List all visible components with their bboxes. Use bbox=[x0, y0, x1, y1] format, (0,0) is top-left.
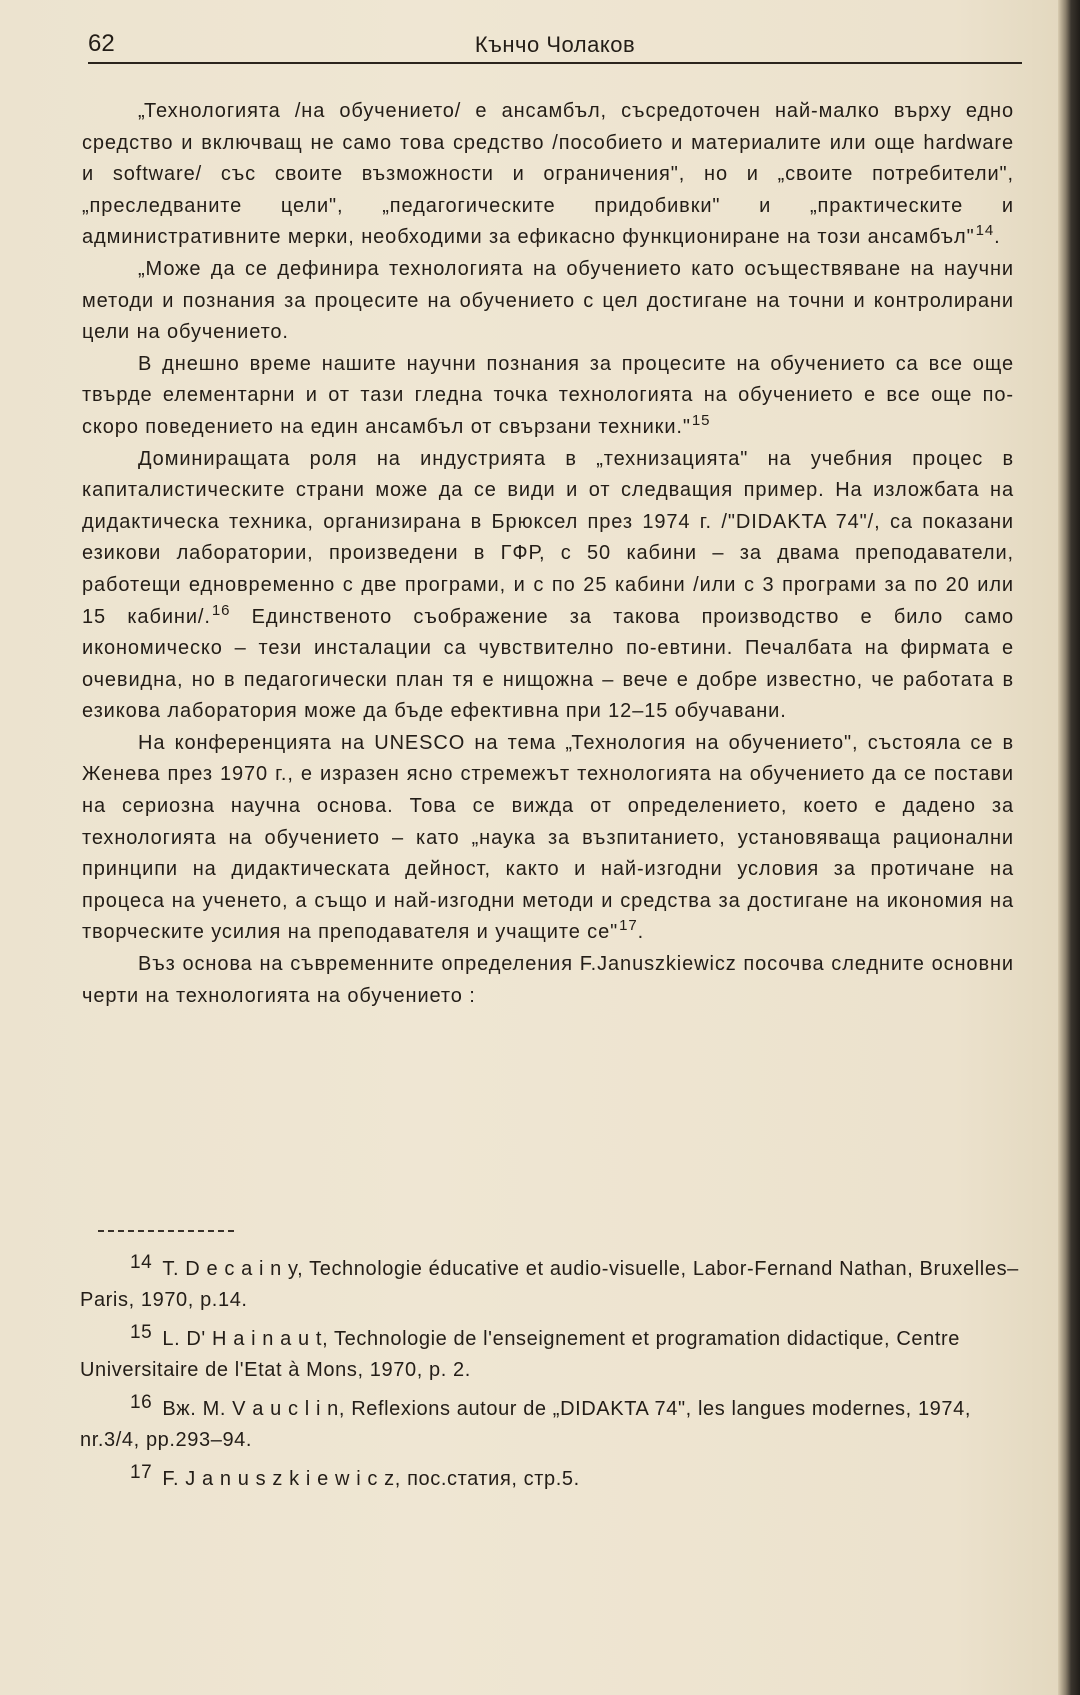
footnote-number: 15 bbox=[130, 1322, 153, 1343]
paragraph-text: „Технологията /на обучението/ е ансамбъл, съсредоточен най-малко върху едно средство и включващ не само това средство /пособието и материалите или още hardware и software/ със своите възможности и ограничения", но и „своите потребители", „преследваните цели", „педагогическите придобивки" и „практическите и административните мерки, необходими за ефикасно функциониране на този ансамбъл" bbox=[82, 100, 1014, 249]
footnote bbox=[80, 1254, 1024, 1316]
footnote-ref: 16 bbox=[211, 601, 231, 619]
paragraph: На конференцията на UNESCO на тема „Технология на обучението", състояла се в Женева през 1970 г., е изразен ясно стремежът технологията на обучението да се постави на сериозна научна основа. Това се вижда от определението, което е дадено за технологията на обучението – като „наука за възпитанието, установяваща рационални принципи на дидактическата дейност, както и най-изгодни условия за протичане на процеса на ученето, а също и най-изгодни методи и средства за достигане на икономия на творческите усилия на преподавателя и учащите се"$^{17}$. bbox=[82, 731, 1014, 944]
paragraph-text-continued: Единственото съображение за такова производство е било само икономическо – тези инсталации са чувствително по-евтини. Печалбата на фирмата е очевидна, но в педагогически план тя е нищожна – вече е добре известно, че работата в езикова лаборатория може да бъде ефективна при 12–15 обучавани. bbox=[82, 605, 1014, 723]
running-head: Кънчо Чолаков bbox=[474, 32, 636, 57]
footnote-number: 17 bbox=[130, 1462, 153, 1483]
paragraph bbox=[82, 254, 1014, 349]
paragraph-text: Въз основа на съвременните определения F.Januszkiewicz посочва следните основни черти на технологията на обучението : bbox=[82, 953, 1014, 1007]
page-number: 62 bbox=[88, 30, 115, 57]
footnote-author: Вж. M. V a u c l i n, bbox=[162, 1398, 346, 1420]
footnote-text: Technologie éducative et audio-visuelle, Labor-Fernand Nathan, Bruxelles–Paris, 1970, p.14. bbox=[80, 1258, 1019, 1311]
footnote-text: пос.статия, стр.5. bbox=[400, 1468, 580, 1490]
page-edge-shadow bbox=[1058, 0, 1080, 1695]
footnote-separator bbox=[98, 1230, 234, 1232]
footnote-ref: 15 bbox=[691, 411, 711, 429]
footnote bbox=[80, 1324, 1024, 1386]
main-text bbox=[82, 96, 1014, 1012]
paragraph-text: „Може да се дефинира технологията на обучението като осъществяване на научни методи и познания за процесите на обучението с цел достигане на точни и контролирани цели на обучението. bbox=[82, 257, 1014, 344]
footnote bbox=[80, 1394, 1024, 1456]
footnote-author: L. D' H a i n a u t, bbox=[162, 1328, 329, 1350]
paragraph: „Технологията /на обучението/ е ансамбъл, съсредоточен най-малко върху едно средство и включващ не само това средство /пособието и материалите или още hardware и software/ със своите възможности и ограничения", но и „своите потребители", „преследваните цели", „педагогическите придобивки" и „практическите и административните мерки, необходими за ефикасно функциониране на този ансамбъл"$^{14}$. bbox=[82, 100, 1014, 249]
footnote-number: 16 bbox=[130, 1392, 153, 1413]
footnote-author: F. J a n u s z k i e w i c z, bbox=[162, 1468, 401, 1490]
paragraph-text: В днешно време нашите научни познания за процесите на обучението са все още твърде елементарни и от тази гледна точка технологията на обучението е все още по-скоро поведението на един ансамбъл от свързани техники." bbox=[82, 352, 1014, 438]
footnotes bbox=[80, 1254, 1024, 1503]
paragraph bbox=[82, 444, 1014, 728]
footnote-author: T. D e c a i n y, bbox=[162, 1258, 304, 1280]
paragraph bbox=[82, 949, 1014, 1012]
footnote-text: Technologie de l'enseignement et programation didactique, Centre Universitaire de l'Etat à Mons, 1970, p. 2. bbox=[80, 1328, 960, 1381]
page-header bbox=[88, 28, 1022, 64]
footnote bbox=[80, 1464, 1024, 1495]
paragraph bbox=[82, 349, 1014, 444]
footnote-number: 14 bbox=[130, 1252, 153, 1273]
paragraph-text: На конференцията на UNESCO на тема „Технология на обучението", състояла се в Женева през 1970 г., е изразен ясно стремежът технологията на обучението да се постави на сериозна научна основа. Това се вижда от определението, което е дадено за технологията на обучението – като „наука за възпитанието, установяваща рационални принципи на дидактическата дейност, както и най-изгодни условия за протичане на процеса на ученето, а също и най-изгодни методи и средства за достигане на икономия на творческите усилия на преподавателя и учащите се" bbox=[82, 731, 1014, 944]
footnote-ref: 17 bbox=[619, 917, 638, 935]
paragraph-text: Доминиращата роля на индустрията в „технизацията" на учебния процес в капиталистическите страни може да се види и от следващия пример. На изложбата на дидактическа техника, организирана в Брюксел през 1974 г. /"DIDAKTA 74"/, са показани езикови лаборатории, произведени в ГФР, с 50 кабини – за двама преподаватели, работещи едновременно с две програми, и с по 25 кабини /или с 3 програми за по 20 или 15 кабини/. bbox=[82, 447, 1014, 628]
footnote-ref: 14 bbox=[975, 222, 995, 240]
footnote-text: Reflexions autour de „DIDAKTA 74", les langues modernes, 1974, nr.3/4, pp.293–94. bbox=[80, 1398, 972, 1451]
